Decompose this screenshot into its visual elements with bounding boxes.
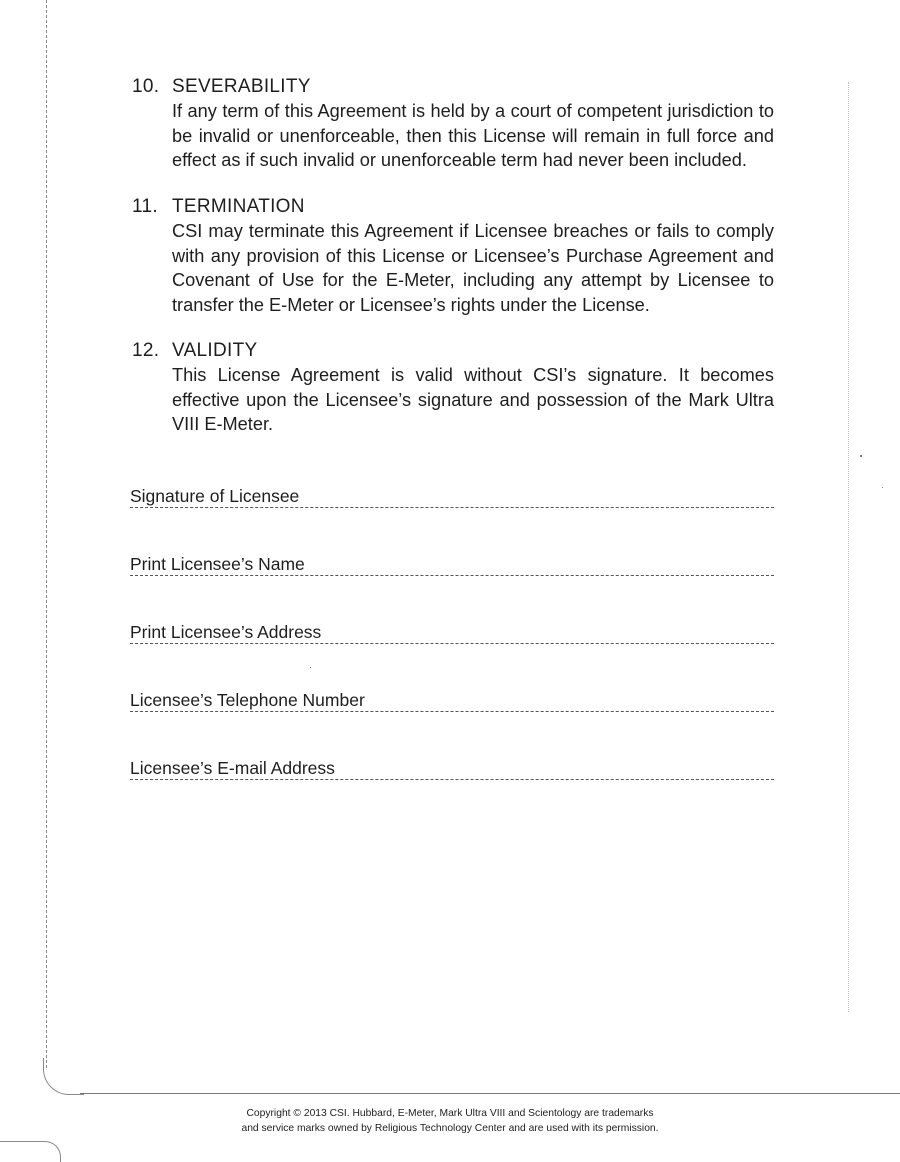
licensee-name-field[interactable] xyxy=(130,545,774,576)
section-severability xyxy=(132,75,782,173)
page-border-left xyxy=(46,0,47,1068)
licensee-email-label: Licensee’s E-mail Address xyxy=(130,758,335,778)
section-body: If any term of this Agreement is held by a court of competent jurisdiction to be invalid or unenforceable, then this License will remain in full force and effect as if such invalid or unenforceable term had never been included. xyxy=(172,101,774,170)
section-number: 11. xyxy=(132,196,158,217)
copyright-footer xyxy=(150,1106,750,1136)
page-border-right xyxy=(848,82,849,1012)
section-title: SEVERABILITY xyxy=(172,76,311,97)
licensee-email-field[interactable] xyxy=(130,749,774,780)
section-title: VALIDITY xyxy=(172,340,258,361)
scan-speck xyxy=(310,667,311,668)
licensee-address-label: Print Licensee’s Address xyxy=(130,622,322,642)
section-heading xyxy=(132,75,782,99)
section-heading xyxy=(132,339,782,363)
signature-label: Signature of Licensee xyxy=(130,486,300,506)
licensee-telephone-label: Licensee’s Telephone Number xyxy=(130,690,365,710)
licensee-telephone-field[interactable] xyxy=(130,681,774,712)
section-termination xyxy=(132,195,782,317)
scan-corner-fragment xyxy=(0,1141,61,1162)
scan-speck xyxy=(860,455,862,457)
section-heading xyxy=(132,195,782,219)
section-body: CSI may terminate this Agreement if Licensee breaches or fails to comply with any provision of this License or Licensee’s Purchase Agreement and Covenant of Use for the E-Meter, including any attempt by Licensee to transfer the E-Meter or Licensee’s rights under the License. xyxy=(172,221,774,315)
section-number: 10. xyxy=(132,76,160,97)
section-title: TERMINATION xyxy=(172,196,305,217)
page-border-corner xyxy=(43,1058,84,1095)
page-border-bottom xyxy=(80,1093,900,1094)
section-number: 12. xyxy=(132,340,160,361)
section-validity xyxy=(132,339,782,437)
licensee-name-label: Print Licensee’s Name xyxy=(130,554,305,574)
footer-line-1: Copyright © 2013 CSI. Hubbard, E-Meter, Mark Ultra VIII and Scientology are trademarks xyxy=(246,1108,654,1119)
scan-speck xyxy=(882,487,883,488)
licensee-address-field[interactable] xyxy=(130,613,774,644)
section-body: This License Agreement is valid without CSI’s signature. It becomes effective upon the Licensee’s signature and possession of the Mark Ultra VIII E-Meter. xyxy=(172,365,774,434)
signature-field[interactable] xyxy=(130,477,774,508)
footer-line-2: and service marks owned by Religious Technology Center and are used with its permission. xyxy=(241,1123,659,1134)
